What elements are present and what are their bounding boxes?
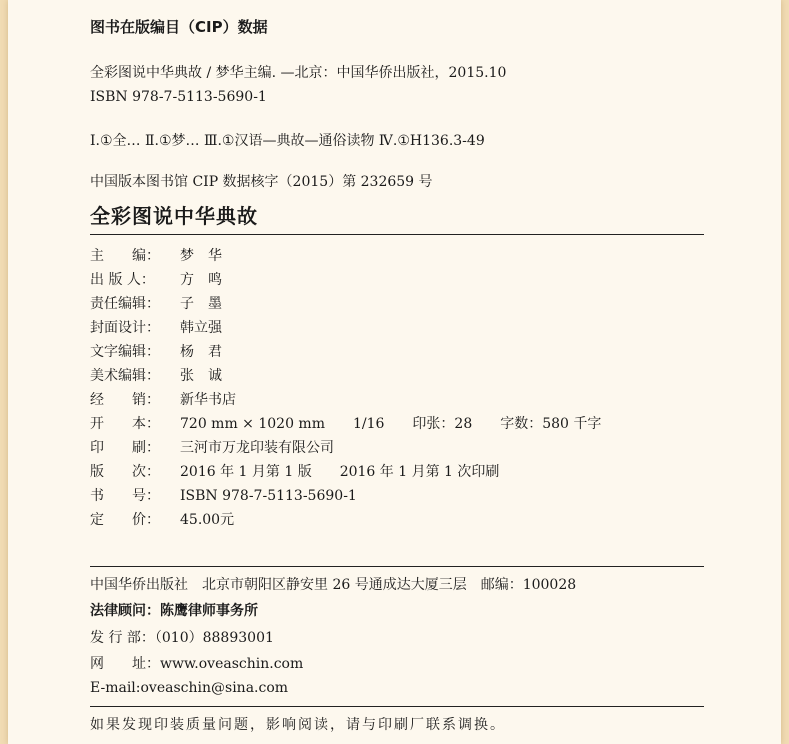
title-rule [90, 234, 704, 235]
info-value: 2016 年 1 月第 1 版 2016 年 1 月第 1 次印刷 [180, 464, 500, 480]
copyright-page [8, 0, 781, 744]
info-label: 印 刷： [90, 440, 160, 456]
website: 网 址：www.oveaschin.com [90, 656, 304, 672]
info-row-distributor [90, 388, 704, 412]
notice-rule [90, 706, 704, 707]
info-value: 梦 华 [180, 248, 222, 264]
book-title: 全彩图说中华典故 [90, 204, 258, 228]
info-value: ISBN 978-7-5113-5690-1 [180, 488, 357, 504]
legal-advisor: 法律顾问：陈鹰律师事务所 [90, 603, 258, 619]
info-label: 责任编辑： [90, 296, 160, 312]
info-bottom-rule [90, 566, 704, 567]
cip-isbn: ISBN 978-7-5113-5690-1 [90, 89, 267, 105]
info-row-book-number [90, 484, 704, 508]
publisher-address: 中国华侨出版社 北京市朝阳区静安里 26 号通成达大厦三层 邮编：100028 [90, 577, 577, 593]
cip-verification-number: 中国版本图书馆 CIP 数据核字（2015）第 232659 号 [90, 174, 433, 190]
info-value: 张 诚 [180, 368, 222, 384]
info-row-responsible-editor [90, 292, 704, 316]
info-value: 子 墨 [180, 296, 222, 312]
quality-notice: 如果发现印装质量问题，影响阅读，请与印刷厂联系调换。 [90, 717, 506, 733]
info-value: 杨 君 [180, 344, 222, 360]
info-value: 方 鸣 [180, 272, 222, 288]
info-row-printer [90, 436, 704, 460]
info-label: 开 本： [90, 416, 160, 432]
info-label: 定 价： [90, 512, 160, 528]
info-label: 经 销： [90, 392, 160, 408]
info-row-art-editor [90, 364, 704, 388]
info-value: 新华书店 [180, 392, 236, 408]
info-label: 文字编辑： [90, 344, 160, 360]
book-info-list [90, 244, 704, 532]
info-row-edition [90, 460, 704, 484]
info-row-cover-design [90, 316, 704, 340]
info-label: 出 版 人： [90, 272, 155, 288]
cip-classification: Ⅰ.①全… Ⅱ.①梦… Ⅲ.①汉语—典故—通俗读物 Ⅳ.①H136.3-49 [90, 133, 485, 149]
cip-record-line: 全彩图说中华典故 / 梦华主编. —北京：中国华侨出版社，2015.10 [90, 65, 507, 81]
distribution-phone: 发 行 部：（010）88893001 [90, 630, 274, 646]
info-label: 书 号： [90, 488, 160, 504]
info-label: 封面设计： [90, 320, 160, 336]
info-value: 三河市万龙印装有限公司 [180, 440, 334, 456]
info-value: 720 mm × 1020 mm 1/16 印张：28 字数：580 千字 [180, 416, 602, 432]
info-label: 美术编辑： [90, 368, 160, 384]
info-row-price [90, 508, 704, 532]
info-value: 韩立强 [180, 320, 222, 336]
cip-heading: 图书在版编目（CIP）数据 [90, 18, 268, 36]
info-row-publisher-person [90, 268, 704, 292]
email: E-mail:oveaschin@sina.com [90, 680, 289, 696]
info-row-format [90, 412, 704, 436]
info-label: 版 次： [90, 464, 160, 480]
info-value: 45.00元 [180, 512, 235, 528]
info-label: 主 编： [90, 248, 160, 264]
info-row-text-editor [90, 340, 704, 364]
info-row-editor [90, 244, 704, 268]
